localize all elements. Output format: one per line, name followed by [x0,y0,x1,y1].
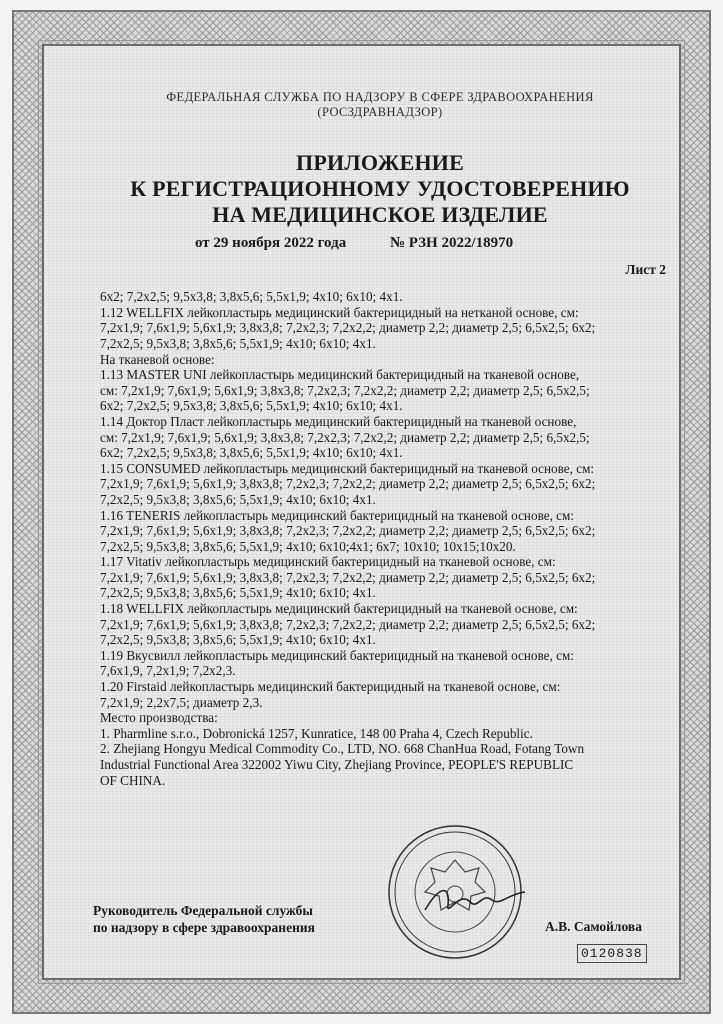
body-line: 1.13 MASTER UNI лейкопластырь медицинский бактерицидный на тканевой основе, [100,367,580,383]
body-line: 1.19 Вкусвилл лейкопластырь медицинский бактерицидный на тканевой основе, см: [100,647,574,663]
title-line-2: К РЕГИСТРАЦИОННОМУ УДОСТОВЕРЕНИЮ [130,176,630,201]
body-line: 7,2х1,9; 7,6х1,9; 5,6х1,9; 3,8х3,8; 7,2х2,3; 7,2х2,2; диаметр 2,2; диаметр 2,5; 6,5х2,5; 6х2; [100,616,596,632]
body-line: Место производства: [100,710,218,726]
body-line: см: 7,2х1,9; 7,6х1,9; 5,6х1,9; 3,8х3,8; 7,2х2,3; 7,2х2,2; диаметр 2,2; диаметр 2,5; 6,5х2,5; [100,429,590,445]
body-line: 6х2; 7,2х2,5; 9,5х3,8; 3,8х5,6; 5,5х1,9; 4х10; 6х10; 4х1. [100,398,403,414]
body-line: 1.18 WELLFIX лейкопластырь медицинский бактерицидный на тканевой основе, см: [100,601,578,617]
serial-number: 0120838 [577,944,647,963]
official-position [93,902,315,936]
title-line-1: ПРИЛОЖЕНИЕ [296,150,464,175]
body-line: 1.12 WELLFIX лейкопластырь медицинский бактерицидный на нетканой основе, см: [100,304,579,320]
signature-icon [420,880,530,920]
position-line-1: Руководитель Федеральной службы [93,903,313,918]
title-line-3: НА МЕДИЦИНСКОЕ ИЗДЕЛИЕ [212,202,548,227]
document-content [100,90,666,788]
body-line: 7,2х2,5; 9,5х3,8; 3,8х5,6; 5,5х1,9; 4х10; 6х10; 4х1. [100,335,376,351]
body-line: 7,2х1,9; 7,6х1,9; 5,6х1,9; 3,8х3,8; 7,2х2,3; 7,2х2,2; диаметр 2,2; диаметр 2,5; 6,5х2,5; 6х2; [100,523,596,539]
body-line: см: 7,2х1,9; 7,6х1,9; 5,6х1,9; 3,8х3,8; 7,2х2,3; 7,2х2,2; диаметр 2,2; диаметр 2,5; 6,5х2,5; [100,382,590,398]
body-line: 1.16 TENERIS лейкопластырь медицинский бактерицидный на тканевой основе, см: [100,507,575,523]
agency-abbreviation: (РОСЗДРАВНАДЗОР) [317,105,443,119]
body-line: 7,2х1,9; 7,6х1,9; 5,6х1,9; 3,8х3,8; 7,2х2,3; 7,2х2,2; диаметр 2,2; диаметр 2,5; 6,5х2,5; 6х2; [100,476,596,492]
registration-date: от 29 ноября 2022 года [195,235,347,251]
body-line: 7,2х1,9; 7,6х1,9; 5,6х1,9; 3,8х3,8; 7,2х2,3; 7,2х2,2; диаметр 2,2; диаметр 2,5; 6,5х2,5; 6х2; [100,320,596,336]
body-line: 6х2; 7,2х2,5; 9,5х3,8; 3,8х5,6; 5,5х1,9; 4х10; 6х10; 4х1. [100,445,403,461]
body-line: 7,2х2,5; 9,5х3,8; 3,8х5,6; 5,5х1,9; 4х10; 6х10; 4х1. [100,491,376,507]
body-line: 1.14 Доктор Пласт лейкопластырь медицинский бактерицидный на тканевой основе, [100,413,577,429]
registration-line [195,236,660,252]
body-line: 7,6х1,9, 7,2х1,9; 7,2х2,3. [100,663,236,679]
body-line: 7,2х1,9; 7,6х1,9; 5,6х1,9; 3,8х3,8; 7,2х2,3; 7,2х2,2; диаметр 2,2; диаметр 2,5; 6,5х2,5; 6х2; [100,569,596,585]
document-title [80,150,680,228]
body-line: 1. Pharmline s.r.o., Dobronická 1257, Kunratice, 148 00 Praha 4, Czech Republic. [100,725,533,741]
body-line: 1.15 CONSUMED лейкопластырь медицинский бактерицидный на тканевой основе, см: [100,460,595,476]
registration-number: № РЗН 2022/18970 [389,235,514,251]
body-line: 7,2х2,5; 9,5х3,8; 3,8х5,6; 5,5х1,9; 4х10; 6х10; 4х1. [100,585,376,601]
body-line: 7,2х2,5; 9,5х3,8; 3,8х5,6; 5,5х1,9; 4х10; 6х10;4х1; 6х7; 10х10; 10х15;10х20. [100,538,516,554]
body-line: 7,2х1,9; 2,2х7,5; диаметр 2,3. [100,694,263,710]
position-line-2: по надзору в сфере здравоохранения [93,920,315,935]
body-line: Industrial Functional Area 322002 Yiwu City, Zhejiang Province, PEOPLE'S REPUBLIC [100,757,574,772]
body-text [100,289,660,788]
agency-header [80,90,680,120]
body-line: На тканевой основе: [100,351,215,367]
body-line: 1.17 Vitativ лейкопластырь медицинский бактерицидный на тканевой основе, см: [100,554,556,570]
sheet-number: Лист 2 [625,261,666,277]
body-line: 1.20 Firstaid лейкопластырь медицинский бактерицидный на тканевой основе, см: [100,679,561,695]
signer-name: А.В. Самойлова [545,919,642,934]
body-line: 7,2х2,5; 9,5х3,8; 3,8х5,6; 5,5х1,9; 4х10; 6х10; 4х1. [100,632,376,648]
body-line: 2. Zhejiang Hongyu Medical Commodity Co., LTD, NO. 668 ChanHua Road, Fotang Town [100,741,585,757]
body-line: 6х2; 7,2х2,5; 9,5х3,8; 3,8х5,6; 5,5х1,9; 4х10; 6х10; 4х1. [100,289,403,305]
agency-name: ФЕДЕРАЛЬНАЯ СЛУЖБА ПО НАДЗОРУ В СФЕРЕ ЗДРАВООХРАНЕНИЯ [166,90,594,104]
body-line: OF CHINA. [100,772,166,788]
